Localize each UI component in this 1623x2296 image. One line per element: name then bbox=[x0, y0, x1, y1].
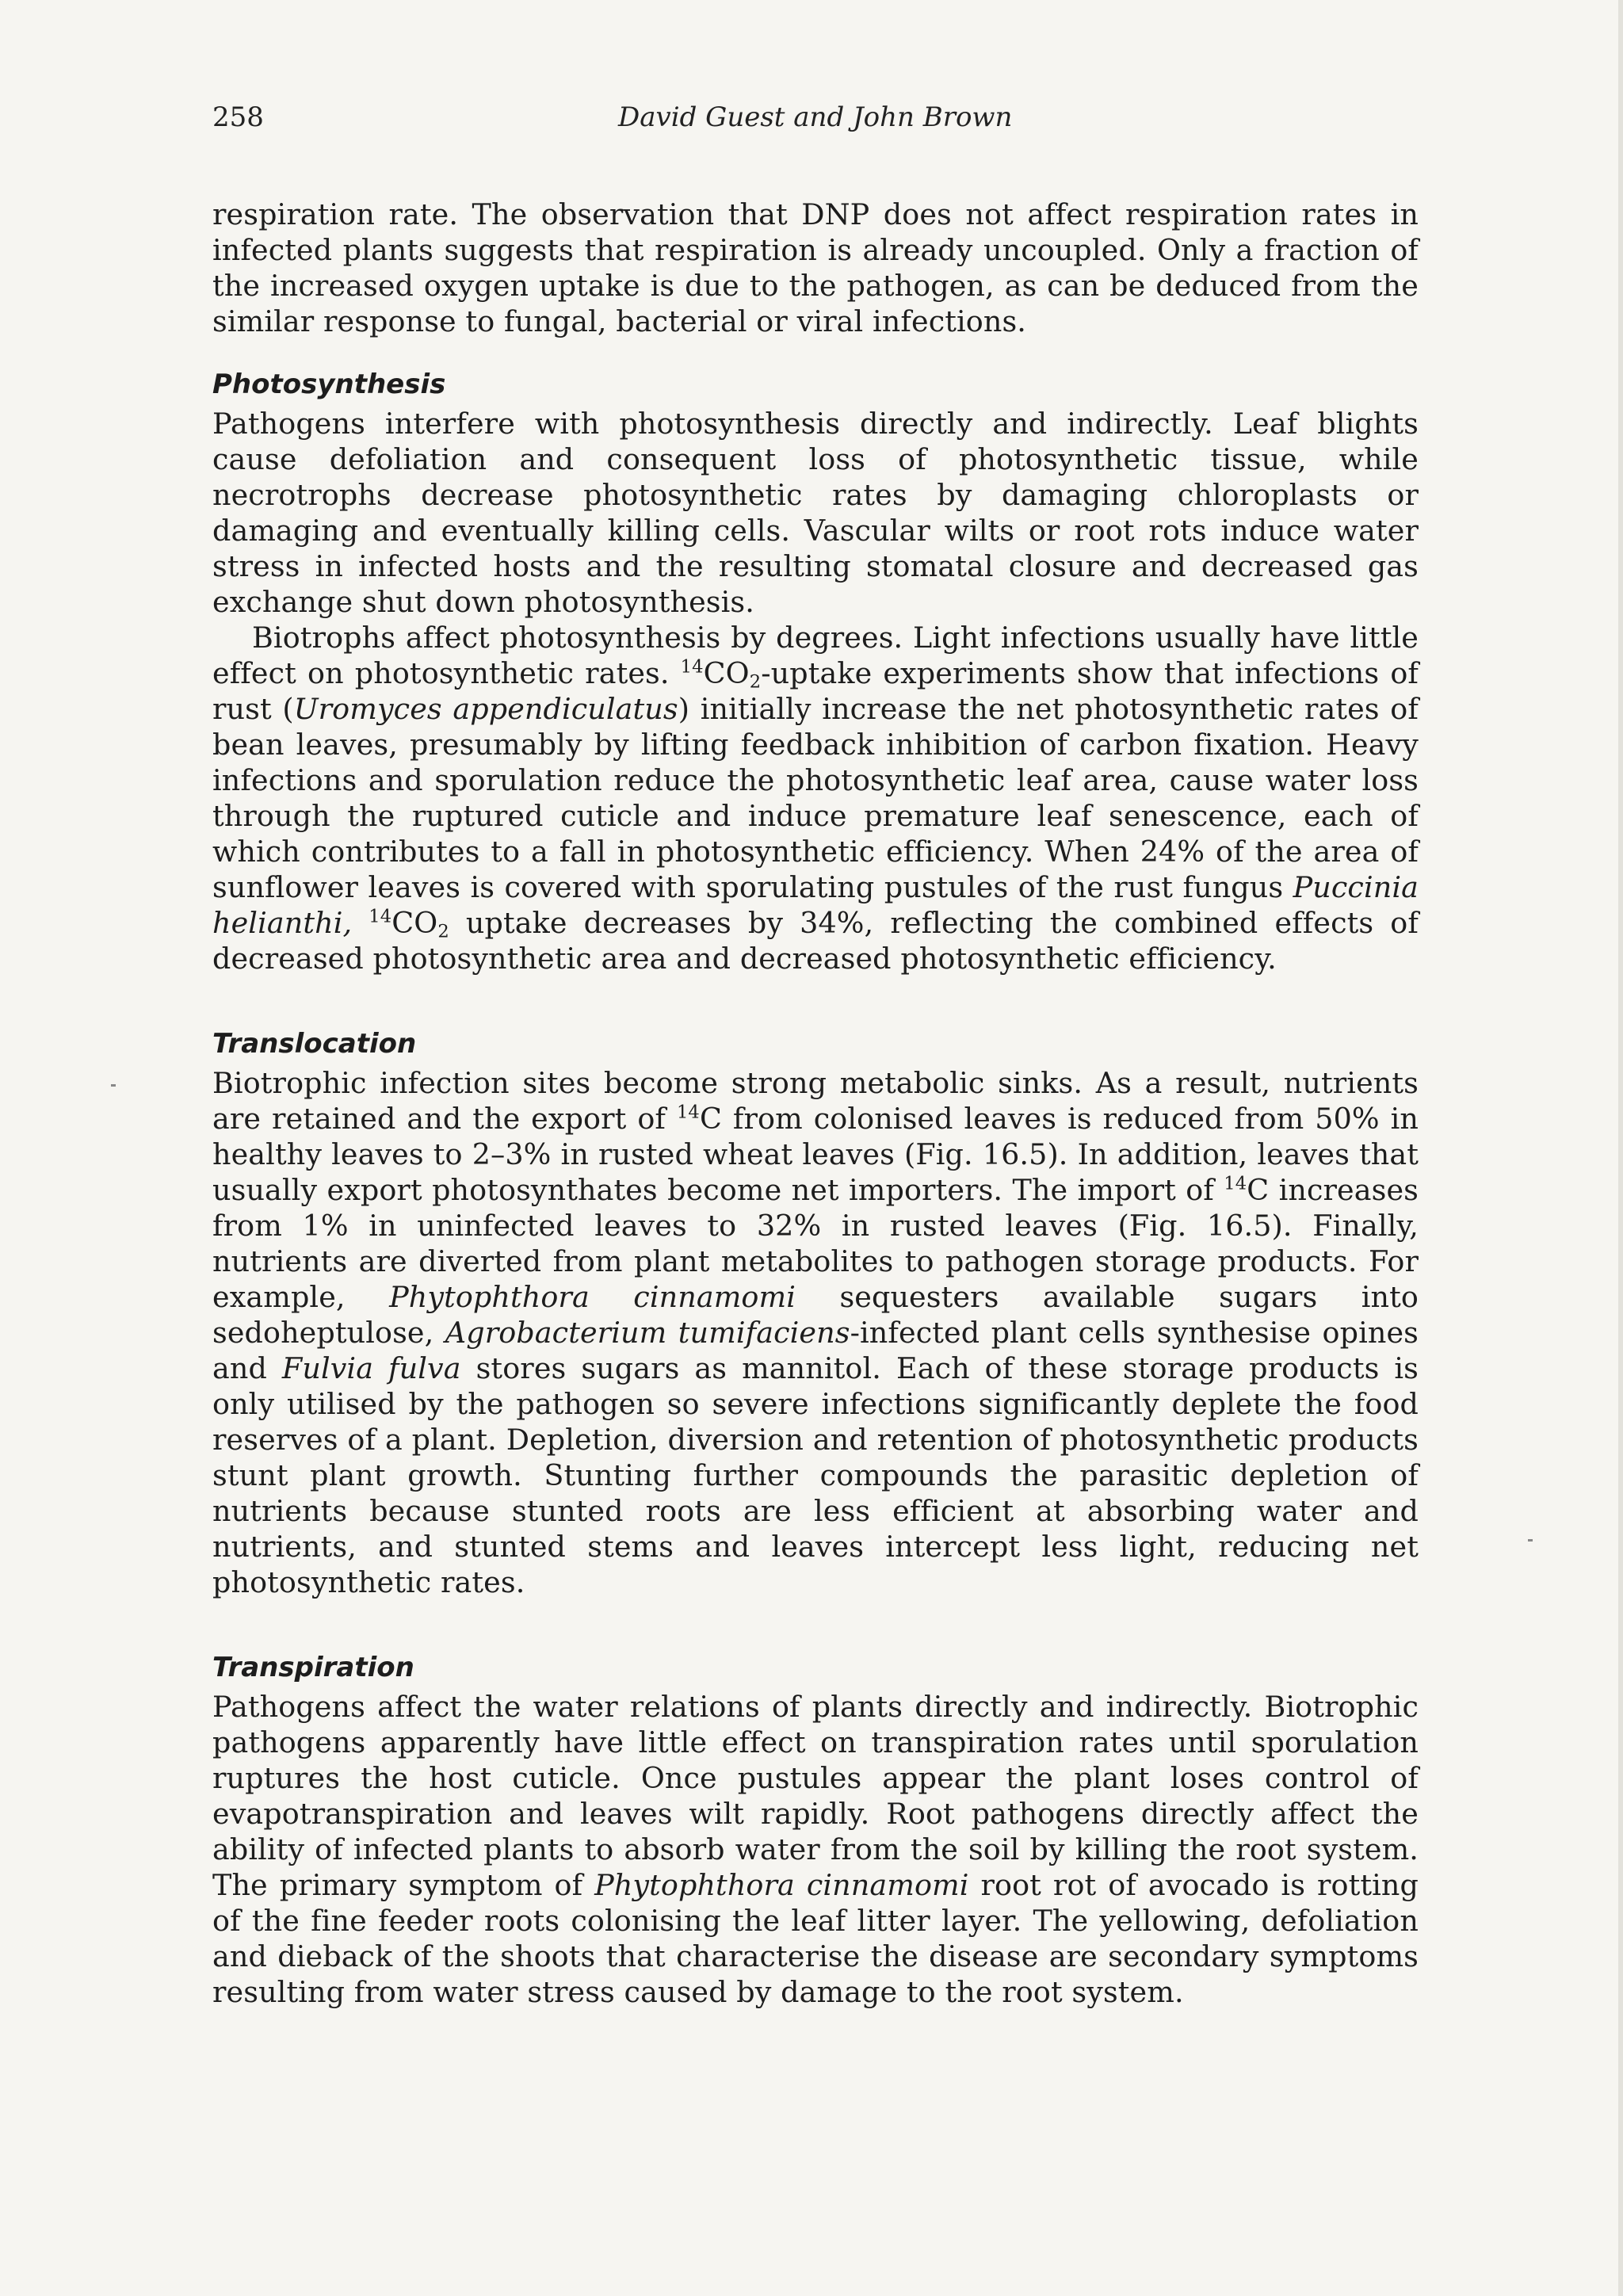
species-name: Phytophthora cinnamomi bbox=[594, 1868, 969, 1902]
species-name: Agrobacterium tumifaciens bbox=[445, 1316, 850, 1350]
species-name: Fulvia fulva bbox=[281, 1351, 461, 1385]
intro-paragraph: respiration rate. The observation that DNP does not affect respiration rates in infected plants suggests that respiration is already uncoupled. Only a fraction of the increased oxygen uptake is due to the pathogen, as can be deduced from the similar response to fungal, bacterial or viral infections. bbox=[212, 197, 1419, 338]
transpiration-paragraph: Pathogens affect the water relations of plants directly and indirectly. Biotrophic pathogens apparently have little effect on transpiration rates until sporulation ruptures the host cuticle. Once pustules appear the plant loses control of evapotranspiration and leaves wilt rapidly. Root pathogens directly affect the ability of infected plants to absorb water from the soil by killing the root system. The primary symptom of Phytophthora cinnamomi root rot of avocado is rotting of the fine feeder roots colonising the leaf litter layer. The yellowing, defoliation and dieback of the shoots that characterise the disease are secondary symptoms resulting from water stress caused by damage to the root system. bbox=[212, 1690, 1419, 2009]
section-heading-photosynthesis: Photosynthesis bbox=[212, 369, 446, 400]
species-name: Uromyces appendiculatus bbox=[293, 692, 678, 726]
photosynthesis-paragraph-1: Pathogens interfere with photosynthesis directly and indirectly. Leaf blights cause defoliation and consequent loss of photosynthetic tissue, while necrotrophs decrease photosynthetic rates by damaging chloroplasts or damaging and eventually killing cells. Vascular wilts or root rots induce water stress in infected hosts and the resulting stomatal closure and decreased gas exchange shut down photosynthesis. bbox=[212, 407, 1419, 619]
species-name: Phytophthora cinnamomi bbox=[389, 1280, 796, 1314]
page-body bbox=[212, 197, 1419, 2010]
page-header bbox=[212, 101, 1417, 141]
scan-mark bbox=[1528, 1539, 1533, 1541]
page-number: 258 bbox=[212, 101, 264, 133]
scan-mark bbox=[111, 1084, 116, 1087]
section-heading-translocation: Translocation bbox=[212, 1028, 417, 1060]
section-heading-transpiration: Transpiration bbox=[212, 1652, 414, 1683]
species-name: Puccinia helianthi, bbox=[212, 870, 1419, 940]
photosynthesis-paragraph-2: Biotrophs affect photosynthesis by degrees. Light infections usually have little effect on photosynthetic rates. $^{14}CO_2$-uptake experiments show that infections of rust (Uromyces appendiculatus) initially increase the net photosynthetic rates of bean leaves, presumably by lifting feedback inhibition of carbon fixation. Heavy infections and sporulation reduce the photosynthetic leaf area, cause water loss through the ruptured cuticle and induce premature leaf senescence, each of which contributes to a fall in photosynthetic efficiency. When 24% of the area of sunflower leaves is covered with sporulating pustules of the rust fungus Puccinia helianthi, $^{14}CO_2$ uptake decreases by 34%, reflecting the combined effects of decreased photosynthetic area and decreased photosynthetic efficiency. bbox=[212, 621, 1419, 976]
running-head: David Guest and John Brown bbox=[618, 101, 1013, 133]
translocation-paragraph: Biotrophic infection sites become strong metabolic sinks. As a result, nutrients are retained and the export of $^{14}$C from colonised leaves is reduced from 50% in healthy leaves to 2–3% in rusted wheat leaves (Fig. 16.5). In addition, leaves that usually export photosynthates become net importers. The import of $^{14}$C increases from 1% in uninfected leaves to 32% in rusted leaves (Fig. 16.5). Finally, nutrients are diverted from plant metabolites to pathogen storage products. For example, Phytophthora cinnamomi sequesters available sugars into sedoheptulose, Agrobacterium tumifaciens-infected plant cells synthesise opines and Fulvia fulva stores sugars as mannitol. Each of these storage products is only utilised by the pathogen so severe infections significantly deplete the food reserves of a plant. Depletion, diversion and retention of photosynthetic products stunt plant growth. Stunting further compounds the parasitic depletion of nutrients because stunted roots are less efficient at absorbing water and nutrients, and stunted stems and leaves intercept less light, reducing net photosynthetic rates. bbox=[212, 1066, 1419, 1599]
